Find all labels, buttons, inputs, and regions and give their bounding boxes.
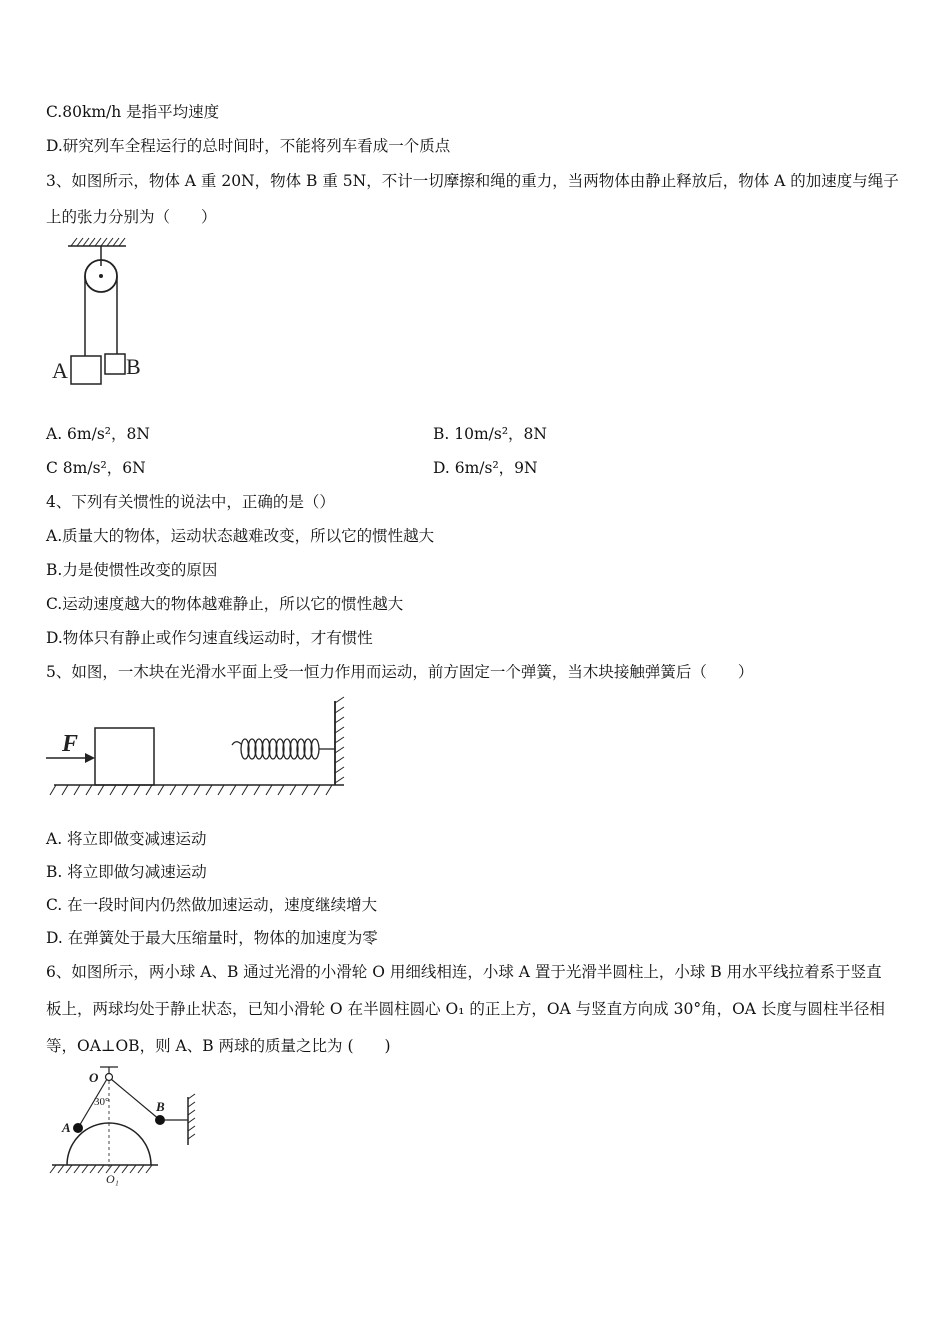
q6-stem-line-1: 6、如图所示，两小球 A、B 通过光滑的小滑轮 O 用细线相连，小球 A 置于光滑半圆柱上，小球 B 用水平线拉着系于竖直 — [46, 963, 882, 981]
q3-option-d: D. 6m/s²，9N — [433, 459, 538, 477]
q4-option-a: A.质量大的物体，运动状态越难改变，所以它的惯性越大 — [46, 527, 435, 545]
q3-option-a: A. 6m/s²，8N — [46, 425, 150, 443]
q6-stem-line-2: 板上，两球均处于静止状态，已知小滑轮 O 在半圆柱圆心 O₁ 的正上方，OA 与竖直方向成 30°角，OA 长度与圆柱半径相 — [46, 1000, 885, 1018]
ball-label-b: B — [156, 1099, 165, 1114]
force-label-f: F — [62, 731, 79, 757]
center-label-o1: O₁ — [106, 1172, 119, 1186]
q6-stem-line-3: 等，OA⊥OB，则 A、B 两球的质量之比为 ( ) — [46, 1037, 391, 1055]
q3-stem-line-2: 上的张力分别为（ ） — [46, 208, 217, 226]
q5-stem: 5、如图，一木块在光滑水平面上受一恒力作用而运动，前方固定一个弹簧，当木块接触弹簧后（ ） — [46, 663, 754, 681]
q2-option-d: D.研究列车全程运行的总时间时，不能将列车看成一个质点 — [46, 137, 451, 155]
pulley-figure — [46, 236, 156, 386]
angle-label: 30° — [94, 1096, 110, 1108]
q4-option-b: B.力是使惯性改变的原因 — [46, 561, 218, 579]
q3-option-c: C 8m/s²，6N — [46, 459, 146, 477]
q5-option-d: D. 在弹簧处于最大压缩量时，物体的加速度为零 — [46, 929, 378, 947]
ball-label-a: A — [62, 1120, 71, 1135]
half-cylinder-figure — [50, 1065, 200, 1190]
q4-stem: 4、下列有关惯性的说法中，正确的是（） — [46, 493, 335, 511]
q4-option-d: D.物体只有静止或作匀速直线运动时，才有惯性 — [46, 629, 373, 647]
q2-option-c: C.80km/h 是指平均速度 — [46, 103, 220, 121]
q3-stem-line-1: 3、如图所示，物体 A 重 20N，物体 B 重 5N，不计一切摩擦和绳的重力，当两物体由静止释放后，物体 A 的加速度与绳子 — [46, 172, 899, 190]
spring-block-figure — [46, 697, 351, 802]
q5-option-b: B. 将立即做匀减速运动 — [46, 863, 207, 881]
q5-option-c: C. 在一段时间内仍然做加速运动，速度继续增大 — [46, 896, 378, 914]
pulley-label-o: O — [89, 1070, 99, 1085]
q3-option-b: B. 10m/s²，8N — [433, 425, 547, 443]
pulley-label-a: A — [52, 358, 68, 383]
q4-option-c: C.运动速度越大的物体越难静止，所以它的惯性越大 — [46, 595, 404, 613]
q5-option-a: A. 将立即做变减速运动 — [46, 830, 207, 848]
pulley-label-b: B — [126, 354, 141, 379]
